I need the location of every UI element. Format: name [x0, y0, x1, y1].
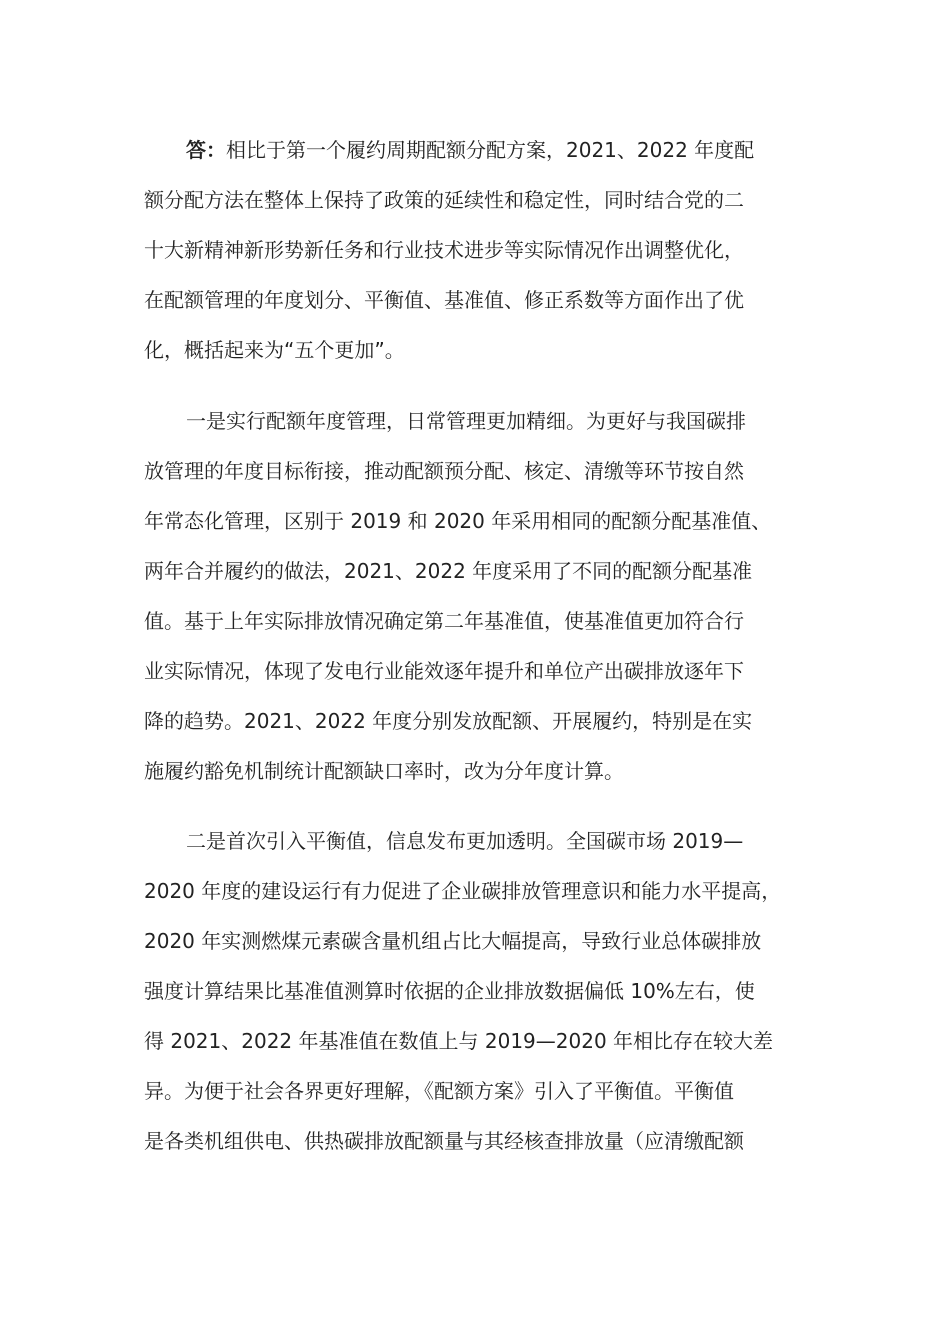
paragraph-2-line-8: 施履约豁免机制统计配额缺口率时，改为分年度计算。 — [144, 759, 624, 783]
paragraph-3-line-5: 得 2021、2022 年基准值在数值上与 2019—2020 年相比存在较大差 — [144, 1029, 774, 1053]
paragraph-2-line-4: 两年合并履约的做法，2021、2022 年度采用了不同的配额分配基准 — [144, 559, 753, 583]
paragraph-2-line-5: 值。基于上年实际排放情况确定第二年基准值，使基准值更加符合行 — [144, 609, 744, 633]
paragraph-2-line-6: 业实际情况，体现了发电行业能效逐年提升和单位产出碳排放逐年下 — [144, 659, 744, 683]
paragraph-2-line-2: 放管理的年度目标衔接，推动配额预分配、核定、清缴等环节按自然 — [144, 459, 744, 483]
paragraph-3-line-6: 异。为便于社会各界更好理解，《配额方案》引入了平衡值。平衡值 — [144, 1079, 734, 1103]
paragraph-3-line-2: 2020 年度的建设运行有力促进了企业碳排放管理意识和能力水平提高， — [144, 879, 782, 903]
paragraph-1-line-5: 化，概括起来为“五个更加”。 — [144, 338, 405, 362]
paragraph-3-line-1: 二是首次引入平衡值，信息发布更加透明。全国碳市场 2019— — [186, 829, 744, 853]
paragraph-1-line-1 — [186, 136, 754, 164]
paragraph-1-line-2: 额分配方法在整体上保持了政策的延续性和稳定性，同时结合党的二 — [144, 188, 744, 212]
paragraph-2-line-3: 年常态化管理，区别于 2019 和 2020 年采用相同的配额分配基准值、 — [144, 509, 772, 533]
paragraph-3-line-3: 2020 年实测燃煤元素碳含量机组占比大幅提高，导致行业总体碳排放 — [144, 929, 762, 953]
paragraph-1-line-3: 十大新精神新形势新任务和行业技术进步等实际情况作出调整优化， — [144, 238, 744, 262]
answer-label: 答： — [186, 138, 226, 162]
paragraph-1-line-4: 在配额管理的年度划分、平衡值、基准值、修正系数等方面作出了优 — [144, 288, 744, 312]
paragraph-3-line-4: 强度计算结果比基准值测算时依据的企业排放数据偏低 10%左右，使 — [144, 979, 755, 1003]
paragraph-2-line-1: 一是实行配额年度管理，日常管理更加精细。为更好与我国碳排 — [186, 409, 746, 433]
paragraph-3-line-7: 是各类机组供电、供热碳排放配额量与其经核查排放量（应清缴配额 — [144, 1129, 744, 1153]
paragraph-2-line-7: 降的趋势。2021、2022 年度分别发放配额、开展履约，特别是在实 — [144, 709, 753, 733]
paragraph-1-text: 相比于第一个履约周期配额分配方案，2021、2022 年度配 — [226, 138, 755, 162]
